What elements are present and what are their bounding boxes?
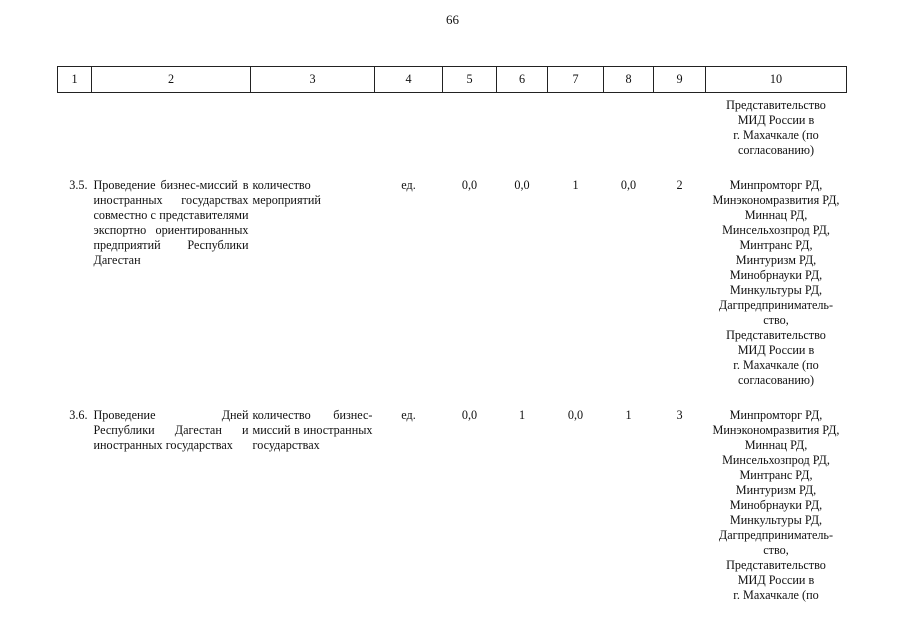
header-cell: 3 xyxy=(251,67,375,93)
header-row xyxy=(58,67,847,93)
value-cell: 2 xyxy=(676,178,683,192)
header-cell: 9 xyxy=(654,67,706,93)
executor-line: Дагпредприниматель- xyxy=(718,298,834,312)
value-cell: 0,0 xyxy=(567,408,584,422)
executor-line: Минтуризм РД, xyxy=(735,253,817,267)
executor-line: Дагпредприниматель- xyxy=(718,528,834,542)
executor-line: г. Махачкале (по xyxy=(733,588,819,602)
executor-line: Минтуризм РД, xyxy=(735,483,817,497)
executor-line: Минкультуры РД, xyxy=(729,283,823,297)
executor-line: Минтранс РД, xyxy=(739,468,813,482)
executor-line: Минсельхозпрод РД, xyxy=(722,453,830,467)
executor-line: Миннац РД, xyxy=(744,438,808,452)
executor-line: Минсельхозпрод РД, xyxy=(722,223,830,237)
table-row xyxy=(58,408,847,603)
value-cell: 0,0 xyxy=(461,408,478,422)
executor-line: МИД России в xyxy=(737,343,815,357)
measures-table xyxy=(57,66,847,603)
row-number: 3.6. xyxy=(69,408,88,422)
unit: ед. xyxy=(401,178,416,192)
measure-name: Проведение Дней Республики Дагестан и иностранных государствах xyxy=(93,408,249,452)
executor-line: Представительство xyxy=(726,98,826,112)
executor-line: Минэкономразвития РД, xyxy=(712,423,840,437)
header-cell: 4 xyxy=(375,67,443,93)
header-cell: 1 xyxy=(58,67,92,93)
executor-line: согласованию) xyxy=(737,143,815,157)
measure-name: Проведение бизнес-миссий в иностранных государствах совместно с представителями экспортно ориентированных предприятий Республики Дагестан xyxy=(93,178,249,267)
executor-line: Минпромторг РД, xyxy=(729,178,823,192)
executor-line: Минкультуры РД, xyxy=(729,513,823,527)
executor-line: Представительство xyxy=(726,328,826,342)
executor-line: ство, xyxy=(763,313,789,327)
executor-line: Минобрнауки РД, xyxy=(729,498,823,512)
header-cell: 5 xyxy=(443,67,497,93)
header-cell: 6 xyxy=(497,67,548,93)
value-cell: 0,0 xyxy=(514,178,530,192)
header-cell: 10 xyxy=(706,67,847,93)
executor-line: Минтранс РД, xyxy=(739,238,813,252)
page-number: 66 xyxy=(446,12,459,27)
value-cell: 1 xyxy=(518,408,526,422)
header-cell: 7 xyxy=(548,67,604,93)
executors-cell xyxy=(706,93,847,159)
value-cell: 0,0 xyxy=(620,178,637,192)
value-cell: 1 xyxy=(572,178,579,192)
executor-line: г. Махачкале (по xyxy=(733,128,819,142)
value-cell: 0,0 xyxy=(461,178,478,192)
indicator-name: количество бизнес-миссий в иностранных государствах xyxy=(252,408,373,452)
unit: ед. xyxy=(401,408,416,422)
executor-line: ство, xyxy=(763,543,789,557)
executor-line: Минэкономразвития РД, xyxy=(712,193,840,207)
header-cell: 8 xyxy=(604,67,654,93)
executor-line: согласованию) xyxy=(737,373,815,387)
executor-line: МИД России в xyxy=(737,573,815,587)
table-row xyxy=(58,178,847,388)
value-cell: 3 xyxy=(676,408,683,422)
executor-line: Минпромторг РД, xyxy=(729,408,823,422)
continuation-row xyxy=(58,93,847,159)
executor-line: Представительство xyxy=(726,558,826,572)
header-cell: 2 xyxy=(92,67,251,93)
value-cell: 1 xyxy=(625,408,632,422)
indicator-name: количество мероприятий xyxy=(252,178,321,207)
executor-line: Минобрнауки РД, xyxy=(729,268,823,282)
row-number: 3.5. xyxy=(69,178,88,192)
executor-line: г. Махачкале (по xyxy=(733,358,819,372)
executor-line: МИД России в xyxy=(737,113,815,127)
executors-cell xyxy=(706,408,847,603)
executor-line: Миннац РД, xyxy=(744,208,808,222)
executors-cell xyxy=(706,178,847,388)
